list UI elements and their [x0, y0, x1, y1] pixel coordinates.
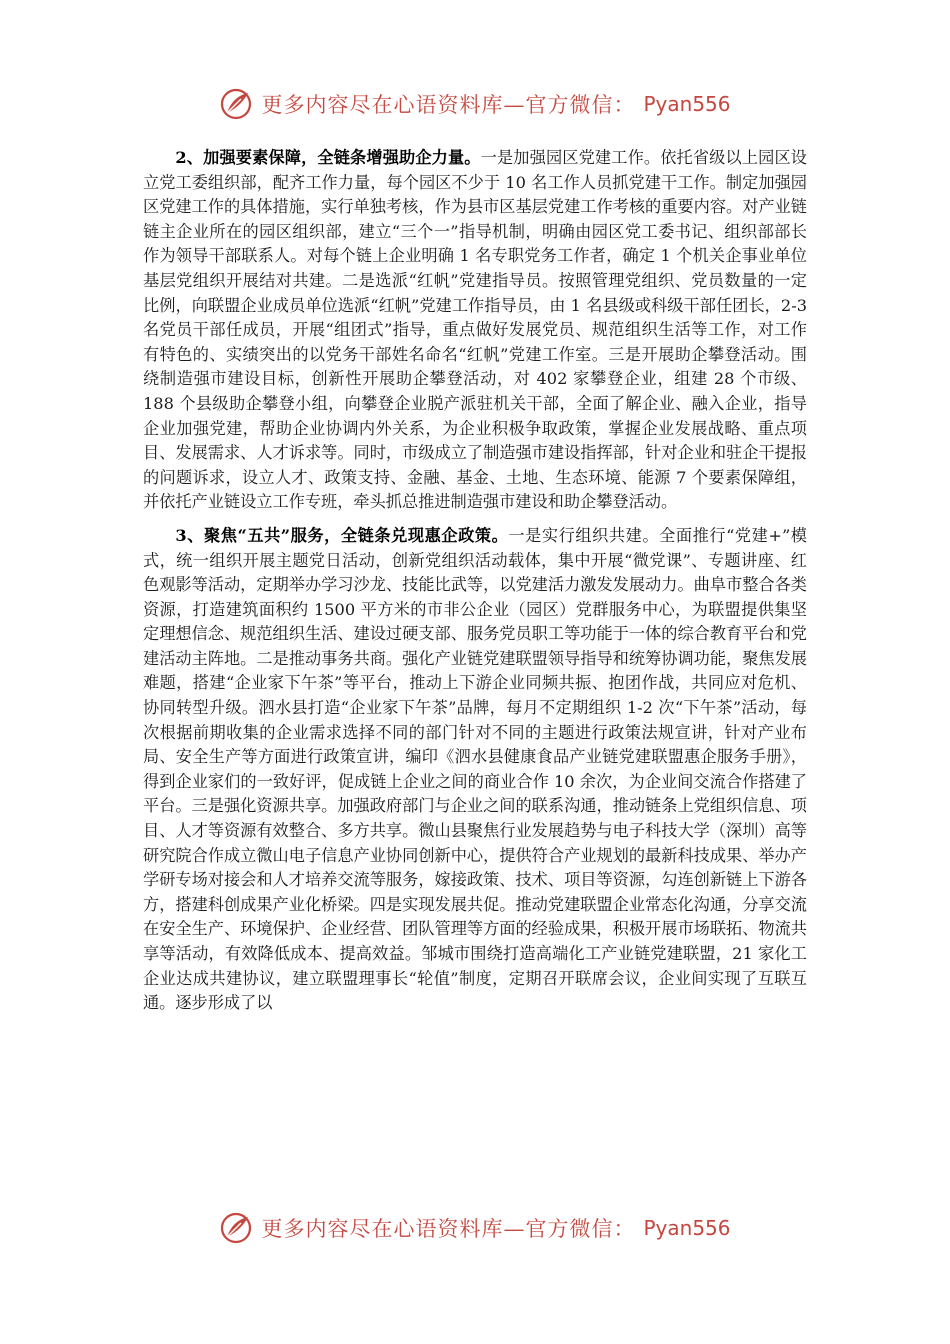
leaf-pen-logo-icon — [219, 87, 253, 121]
paragraph-heading: 3、聚焦“五共”服务，全链条兑现惠企政策。 — [175, 525, 509, 545]
wechat-id: Pyan556 — [643, 1216, 731, 1240]
header-banner — [0, 84, 950, 124]
footer-banner — [0, 1208, 950, 1248]
paragraph-text: 一是实行组织共建。全面推行“党建+”模式，统一组织开展主题党日活动，创新党组织活动载体，集中开展“微党课”、专题讲座、红色观影等活动，定期举办学习沙龙、技能比武等，以党建活力激发发展动力。曲阜市整合各类资源，打造建筑面积约 1500 平方米的市非公企业（园区）党群服务中心，为联盟提供集坚定理想信念、规范组织生活、建设过硬支部、服务党员职工等功能于一体的综合教育平台和党建活动主阵地。二是推动事务共商。强化产业链党建联盟领导指导和统筹协调功能，聚焦发展难题，搭建“企业家下午茶”等平台，推动上下游企业同频共振、抱团作战，共同应对危机、协同转型升级。泗水县打造“企业家下午茶”品牌，每月不定期组织 1-2 次“下午茶”活动，每次根据前期收集的企业需求选择不同的部门针对不同的主题进行政策法规宣讲，针对产业布局、安全生产等方面进行政策宣讲，编印《泗水县健康食品产业链党建联盟惠企服务手册》，得到企业家们的一致好评，促成链上企业之间的商业合作 10 余次，为企业间交流合作搭建了平台。三是强化资源共享。加强政府部门与企业之间的联系沟通，推动链条上党组织信息、项目、人才等资源有效整合、多方共享。微山县聚焦行业发展趋势与电子科技大学（深圳）高等研究院合作成立微山电子信息产业协同创新中心，提供符合产业规划的最新科技成果、举办产学研专场对接会和人才培养交流等服务，嫁接政策、技术、项目等资源，勾连创新链上下游各方，搭建科创成果产业化桥梁。四是实现发展共促。推动党建联盟企业常态化沟通，分享交流在安全生产、环境保护、企业经营、团队管理等方面的经验成果，积极开展市场联拓、物流共享等活动，有效降低成本、提高效益。邹城市围绕打造高端化工产业链党建联盟，21 家化工企业达成共建协议，建立联盟理事长“轮值”制度，定期召开联席会议，企业间实现了互联互通。逐步形成了以 — [143, 525, 807, 1013]
paragraph-3 — [143, 524, 807, 1016]
wechat-id: Pyan556 — [643, 92, 731, 116]
banner-text: 更多内容尽在心语资料库—官方微信： — [261, 1217, 636, 1241]
banner-text: 更多内容尽在心语资料库—官方微信： — [261, 93, 636, 117]
leaf-pen-logo-icon — [219, 1211, 253, 1245]
document-body — [143, 146, 807, 1016]
paragraph-heading: 2、加强要素保障，全链条增强助企力量。 — [175, 148, 481, 167]
paragraph-2 — [143, 146, 807, 515]
paragraph-text: 一是加强园区党建工作。依托省级以上园区设立党工委组织部，配齐工作力量，每个园区不少于 10 名工作人员抓党建干工作。制定加强园区党建工作的具体措施，实行单独考核，作为县市区基层党建工作考核的重要内容。对产业链链主企业所在的园区组织部，建立“三个一”指导机制，明确由园区党工委书记、组织部部长作为领导干部联系人。对每个链上企业明确 1 名专职党务工作者，确定 1 个机关企事业单位基层党组织开展结对共建。二是选派“红帆”党建指导员。按照管理党组织、党员数量的一定比例，向联盟企业成员单位选派“红帆”党建工作指导员，由 1 名县级或科级干部任团长，2-3 名党员干部任成员，开展“组团式”指导，重点做好发展党员、规范组织生活等工作，对工作有特色的、实绩突出的以党务干部姓名命名“红帆”党建工作室。三是开展助企攀登活动。围绕制造强市建设目标，创新性开展助企攀登活动，对 402 家攀登企业，组建 28 个市级、188 个县级助企攀登小组，向攀登企业脱产派驻机关干部，全面了解企业、融入企业，指导企业加强党建，帮助企业协调内外关系，为企业积极争取政策，掌握企业发展战略、重点项目、发展需求、人才诉求等。同时，市级成立了制造强市建设指挥部，针对企业和驻企干提报的问题诉求，设立人才、政策支持、金融、基金、土地、生态环境、能源 7 个要素保障组，并依托产业链设立工作专班，牵头抓总推进制造强市建设和助企攀登活动。 — [143, 148, 807, 512]
